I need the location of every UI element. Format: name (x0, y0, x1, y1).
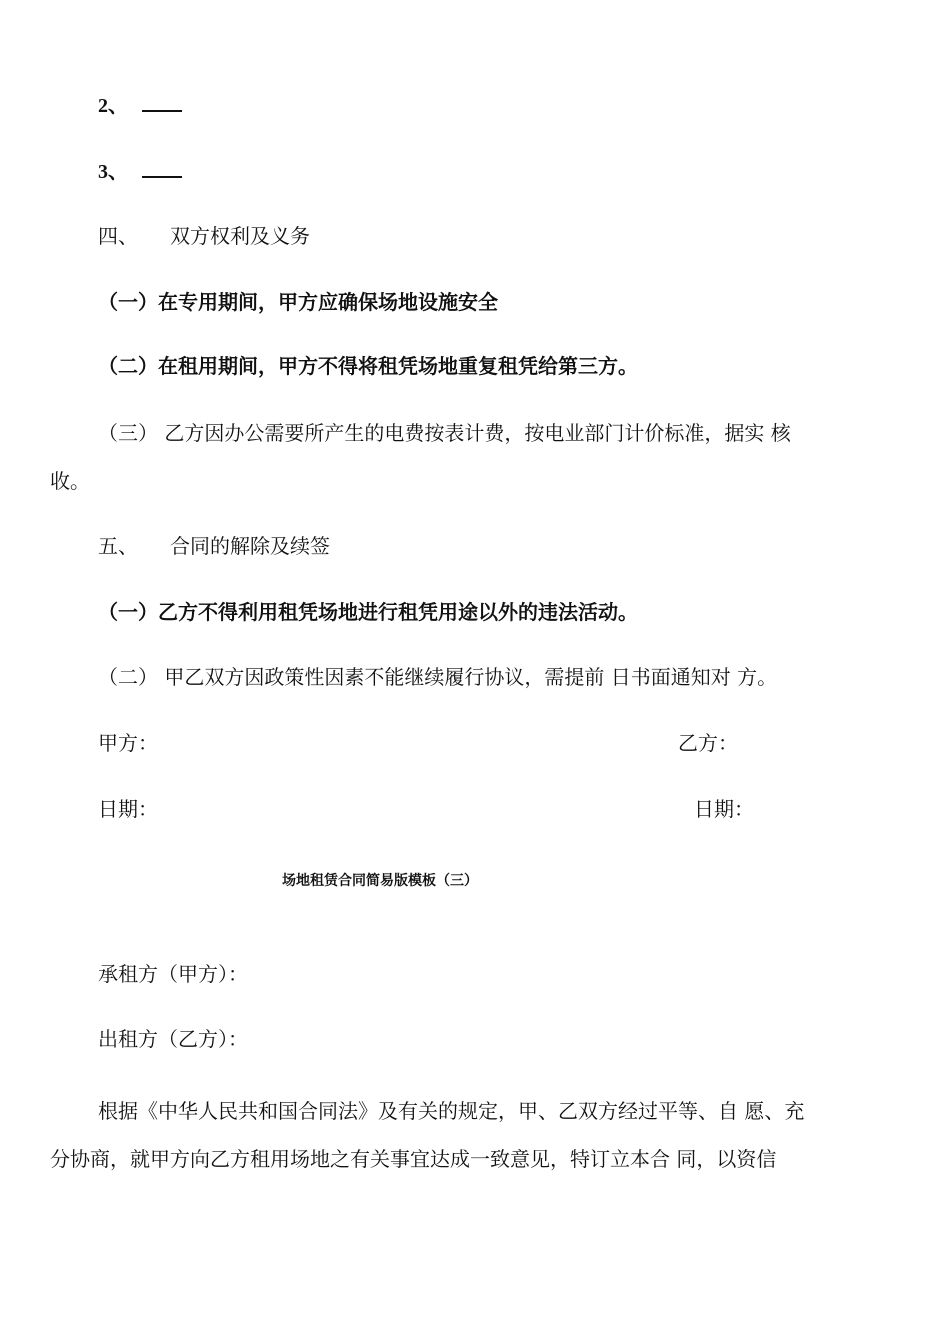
party-a-signature: 甲方： (98, 731, 158, 755)
section-4-clause-2: （二）在租用期间，甲方不得将租凭场地重复租凭给第三方。 (98, 354, 638, 378)
section-title: 合同的解除及续签 (170, 534, 330, 558)
party-a-date: 日期： (98, 797, 158, 821)
section-4-heading (98, 222, 138, 250)
party-b-signature: 乙方： (678, 731, 738, 755)
blank-line (142, 92, 182, 112)
section-5-clause-2: （二） 甲乙双方因政策性因素不能继续履行协议，需提前 日书面通知对 方。 (98, 665, 778, 689)
template-title: 场地租赁合同简易版模板（三） (282, 873, 478, 889)
list-item-2 (98, 92, 182, 120)
intro-paragraph-line-1: 根据《中华人民共和国合同法》及有关的规定，甲、乙双方经过平等、自 愿、充 (98, 1099, 805, 1123)
section-number: 五、 (98, 534, 138, 558)
section-number: 四、 (98, 224, 138, 248)
section-4-clause-1: （一）在专用期间，甲方应确保场地设施安全 (98, 290, 498, 314)
section-5-heading (98, 532, 138, 560)
item-number: 3、 (98, 161, 128, 183)
list-item-3 (98, 158, 182, 186)
section-5-clause-1: （一）乙方不得利用租凭场地进行租凭用途以外的违法活动。 (98, 600, 638, 624)
section-4-title (170, 222, 310, 250)
section-5-title (170, 532, 330, 560)
blank-line (142, 158, 182, 178)
lessor-field: 出租方（乙方）： (98, 1027, 248, 1051)
section-title: 双方权利及义务 (170, 224, 310, 248)
section-4-clause-3-line-1: （三） 乙方因办公需要所产生的电费按表计费，按电业部门计价标准，据实 核 (98, 421, 791, 445)
party-b-date: 日期： (694, 797, 754, 821)
lessee-field: 承租方（甲方）： (98, 962, 248, 986)
item-number: 2、 (98, 95, 128, 117)
intro-paragraph-line-2: 分协商，就甲方向乙方租用场地之有关事宜达成一致意见，特订立本合 同，以资信 (50, 1147, 777, 1171)
section-4-clause-3-line-2: 收。 (50, 469, 90, 493)
